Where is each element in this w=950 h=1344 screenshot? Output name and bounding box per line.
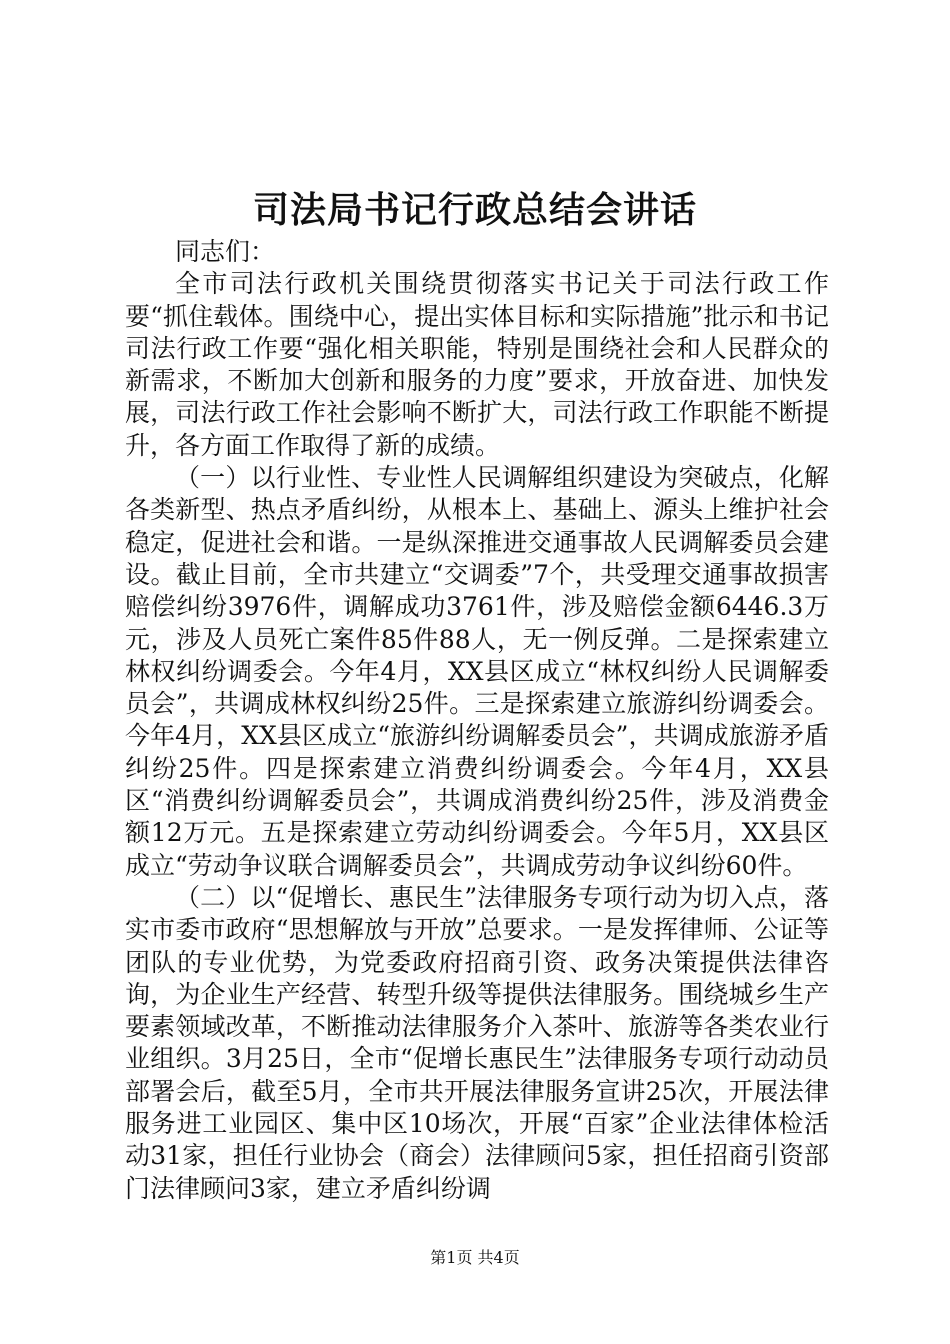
salutation: 同志们： [175,237,276,266]
page-footer: 第1页 共4页 [430,1248,520,1267]
paragraph-section-one: （一）以行业性、专业性人民调解组织建设为突破点，化解各类新型、热点矛盾纠纷，从根本上、基础上、源头上维护社会稳定，促进社会和谐。一是纵深推进交通事故人民调解委员会建设。截止目前，全市共建立“交调委”7个，共受理交通事故损害赔偿纠纷3976件，调解成功3761件，涉及赔偿金额6446.3万元，涉及人员死亡案件85件88人，无一例反弹。二是探索建立林权纠纷调委会。今年4月，XX县区成立“林权纠纷人民调解委员会”，共调成林权纠纷25件。三是探索建立旅游纠纷调委会。今年4月，XX县区成立“旅游纠纷调解委员会”，共调成旅游矛盾纠纷25件。四是探索建立消费纠纷调委会。今年4月，XX县区“消费纠纷调解委员会”，共调成消费纠纷25件，涉及消费金额12万元。五是探索建立劳动纠纷调委会。今年5月，XX县区成立“劳动争议联合调解委员会”，共调成劳动争议纠纷60件。 [125,463,829,880]
document-title: 司法局书记行政总结会讲话 [252,189,697,231]
paragraph-intro: 全市司法行政机关围绕贯彻落实书记关于司法行政工作要“抓住载体。围绕中心，提出实体目标和实际措施”批示和书记司法行政工作要“强化相关职能，特别是围绕社会和人民群众的新需求，不断加大创新和服务的力度”要求，开放奋进、加快发展，司法行政工作社会影响不断扩大，司法行政工作职能不断提升，各方面工作取得了新的成绩。 [125,269,829,460]
paragraph-section-two: （二）以“促增长、惠民生”法律服务专项行动为切入点，落实市委市政府“思想解放与开放”总要求。一是发挥律师、公证等团队的专业优势，为党委政府招商引资、政务决策提供法律咨询，为企业生产经营、转型升级等提供法律服务。围绕城乡生产要素领域改革，不断推动法律服务介入茶叶、旅游等各类农业行业组织。3月25日，全市“促增长惠民生”法律服务专项行动动员部署会后，截至5月，全市共开展法律服务宣讲25次，开展法律服务进工业园区、集中区10场次，开展“百家”企业法律体检活动31家，担任行业协会（商会）法律顾问5家，担任招商引资部门法律顾问3家，建立矛盾纠纷调 [125,882,829,1203]
document-body [125,236,829,1205]
